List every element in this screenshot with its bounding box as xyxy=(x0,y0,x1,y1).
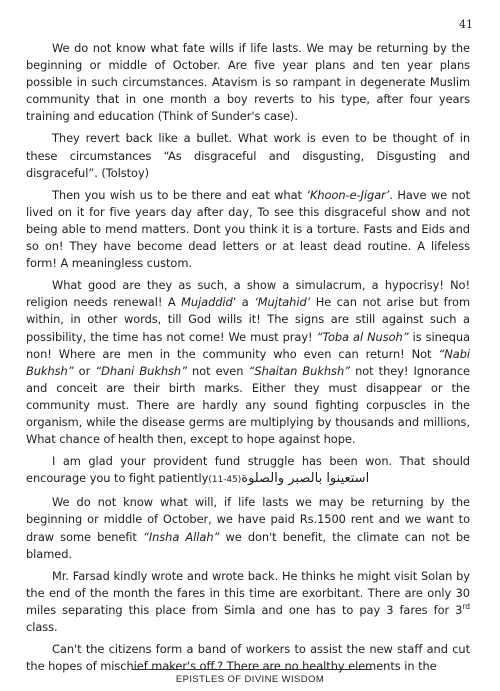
text-run: I am glad your provident fund struggle has been won. That should encourage you to fight patiently xyxy=(26,454,470,486)
text-run: not they! Ignorance and conceit are their birth marks. Either they must disappear or the community must. There are hardly any sound fighting corpuscles in the organism, while the disease germs are multiplying by thousands and millions, What chance of health then, except to hope against hope. xyxy=(26,363,471,447)
italic-term: “Shaitan Bukhsh” xyxy=(248,363,350,378)
text-run: What good are they as such, a show a simulacrum, a hypocrisy! No! religion needs renewal! A xyxy=(26,278,470,310)
italic-term: Mujaddid xyxy=(181,295,233,310)
paragraph xyxy=(26,494,470,562)
paragraph xyxy=(26,453,470,489)
book-title-footer: EPISTLES OF DIVINE WISDOM xyxy=(175,674,325,685)
italic-term: “Nabi Bukhsh” xyxy=(26,346,470,378)
page-number: 41 xyxy=(459,18,473,31)
text-run: They revert back like a bullet. What work is even to be thought of in these circumstances “As disgraceful and disgusting, Disgusting and disgraceful”. (Tolstoy) xyxy=(26,131,470,180)
text-run: We do not know what will, if life lasts we may be returning by the beginning or middle of October, we have paid Rs.1500 rent and we want to draw some benefit xyxy=(26,495,470,544)
paragraph xyxy=(26,641,470,675)
footer-divider xyxy=(132,669,372,670)
letter-body xyxy=(26,40,470,675)
paragraph xyxy=(26,187,470,272)
text-run: He can not arise but from within, in other words, till God wills it! The signs are still against such a possibility, the time has not come! We must pray! xyxy=(26,295,470,344)
text-run: class. xyxy=(26,620,58,634)
italic-term: “Insha Allah” xyxy=(142,529,220,544)
paragraph xyxy=(26,130,470,181)
italic-term: “Dhani Bukhsh” xyxy=(95,363,187,378)
text-run: We do not know what fate wills if life lasts. We may be returning by the beginning or middle of October. Are five year plans and ten year plans possible in such circumstances. Atavism is so rampant in degenerate Muslim community that in one month a boy reverts to his type, after four years training and education (Think of Sunder's case). xyxy=(26,41,470,124)
paragraph xyxy=(26,277,470,448)
verse-reference: (11-45) xyxy=(208,475,242,486)
text-run: Then you wish us to be there and eat what xyxy=(52,187,307,202)
paragraph xyxy=(26,568,470,636)
arabic-verse: استعينوا بالصبر والصلوة xyxy=(241,471,370,487)
text-run: is sinequa non! Where are men in the community who even can return! Not xyxy=(26,329,471,361)
italic-term: ‘Mujtahid’ xyxy=(254,295,311,310)
ordinal-suffix: rd xyxy=(462,602,470,612)
paragraph xyxy=(26,40,470,125)
text-run: Can't the citizens form a band of workers to assist the new staff and cut the hopes of mischief maker's off.? There are no healthy elements in the xyxy=(26,642,470,674)
text-run: Mr. Farsad kindly wrote and wrote back. He thinks he might visit Solan by the end of the month the fares in this time are exorbitant. There are only 30 miles separating this place from Simla and one has to pay 3 fares for 3 xyxy=(26,568,470,617)
italic-term: “Toba al Nusoh” xyxy=(316,329,409,344)
italic-term: ‘Khoon-e-Jigar’ xyxy=(306,187,390,202)
text-run: we don't benefit, the climate can not be blamed. xyxy=(26,529,470,561)
text-run: or xyxy=(73,363,96,378)
text-run: ’ a xyxy=(232,295,255,310)
text-run: not even xyxy=(186,363,249,378)
text-run: . Have we not lived on it for five years day after day, To see this disgraceful show and not being able to mend matters. Dont you think it is a torture. Fasts and Eids and so on! They have become dead letters or at least dead routine. A lifeless form! A meaningless custom. xyxy=(26,187,471,271)
